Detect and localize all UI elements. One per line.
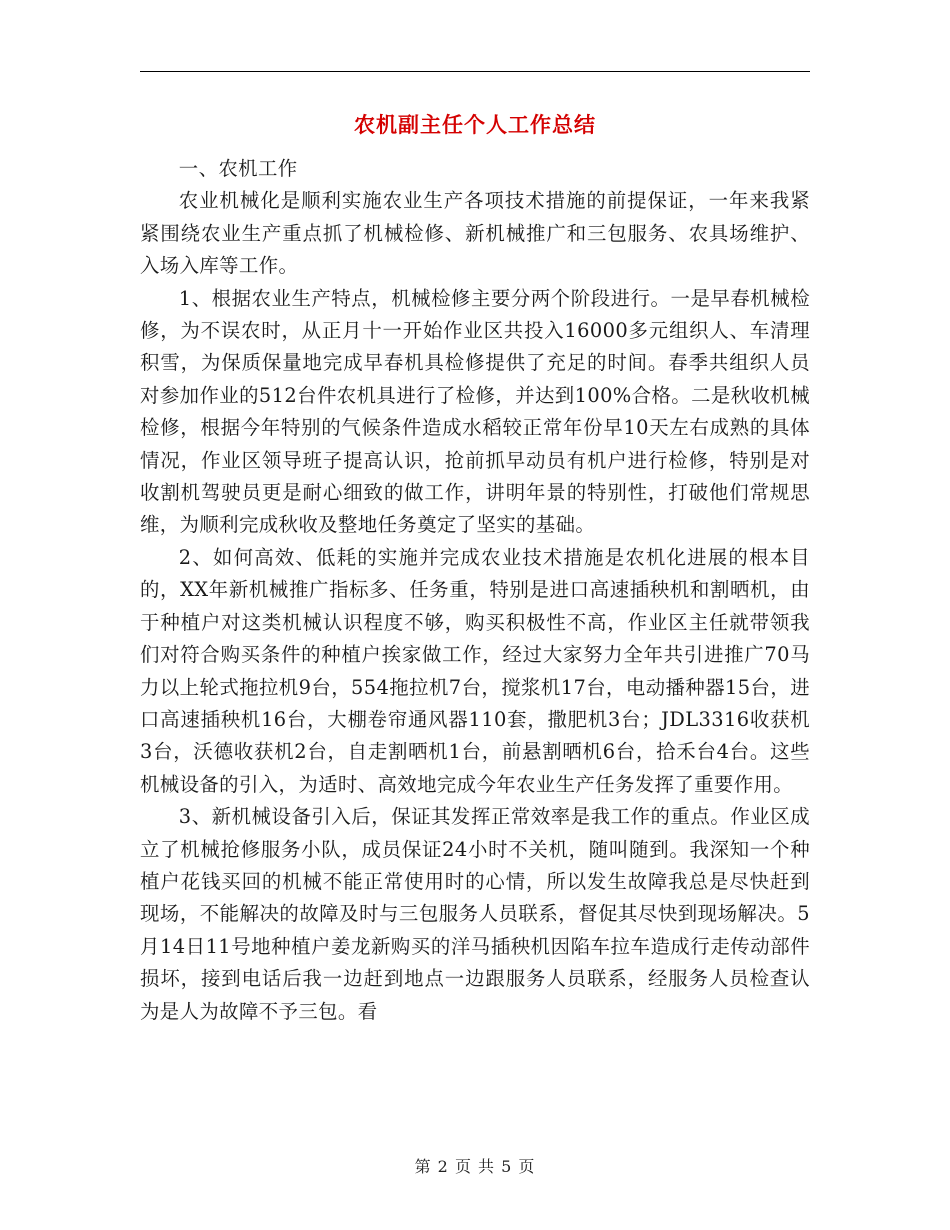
- section-heading: 一、农机工作: [178, 157, 298, 180]
- page-number: 第 2 页 共 5 页: [414, 1157, 536, 1176]
- body-paragraph: 农业机械化是顺利实施农业生产各项技术措施的前提保证，一年来我紧紧围绕农业生产重点抓了机械检修、新机械推广和三包服务、农具场维护、入场入库等工作。: [140, 189, 810, 278]
- header-rule: [140, 71, 810, 72]
- document-body: [140, 153, 810, 1028]
- body-paragraph: 2、如何高效、低耗的实施并完成农业技术措施是农机化进展的根本目的，XX年新机械推广指标多、任务重，特别是进口高速插秧机和割晒机，由于种植户对这类机械认识程度不够，购买积极性不高，作业区主任就带领我们对符合购买条件的种植户挨家做工作，经过大家努力全年共引进推广70马力以上轮式拖拉机9台，554拖拉机7台，搅浆机17台，电动播种器15台，进口高速插秧机16台，大棚卷帘通风器110套，撒肥机3台；JDL3316收获机3台，沃德收获机2台，自走割晒机1台，前悬割晒机6台，拾禾台4台。这些机械设备的引入，为适时、高效地完成今年农业生产任务发挥了重要作用。: [140, 545, 810, 796]
- body-paragraph: 1、根据农业生产特点，机械检修主要分两个阶段进行。一是早春机械检修，为不误农时，从正月十一开始作业区共投入16000多元组织人、车清理积雪，为保质保量地完成早春机具检修提供了充足的时间。春季共组织人员对参加作业的512台件农机具进行了检修，并达到100%合格。二是秋收机械检修，根据今年特别的气候条件造成水稻较正常年份早10天左右成熟的具体情况，作业区领导班子提高认识，抢前抓早动员有机户进行检修，特别是对收割机驾驶员更是耐心细致的做工作，讲明年景的特别性，打破他们常规思维，为顺利完成秋收及整地任务奠定了坚实的基础。: [140, 286, 810, 537]
- body-paragraph: 3、新机械设备引入后，保证其发挥正常效率是我工作的重点。作业区成立了机械抢修服务小队，成员保证24小时不关机，随叫随到。我深知一个种植户花钱买回的机械不能正常使用时的心情，所以发生故障我总是尽快赶到现场，不能解决的故障及时与三包服务人员联系，督促其尽快到现场解决。5月14日11号地种植户姜龙新购买的洋马插秧机因陷车拉车造成行走传动部件损坏，接到电话后我一边赶到地点一边跟服务人员联系，经服务人员检查认为是人为故障不予三包。看: [140, 805, 810, 1023]
- document-title: 农机副主任个人工作总结: [354, 113, 596, 137]
